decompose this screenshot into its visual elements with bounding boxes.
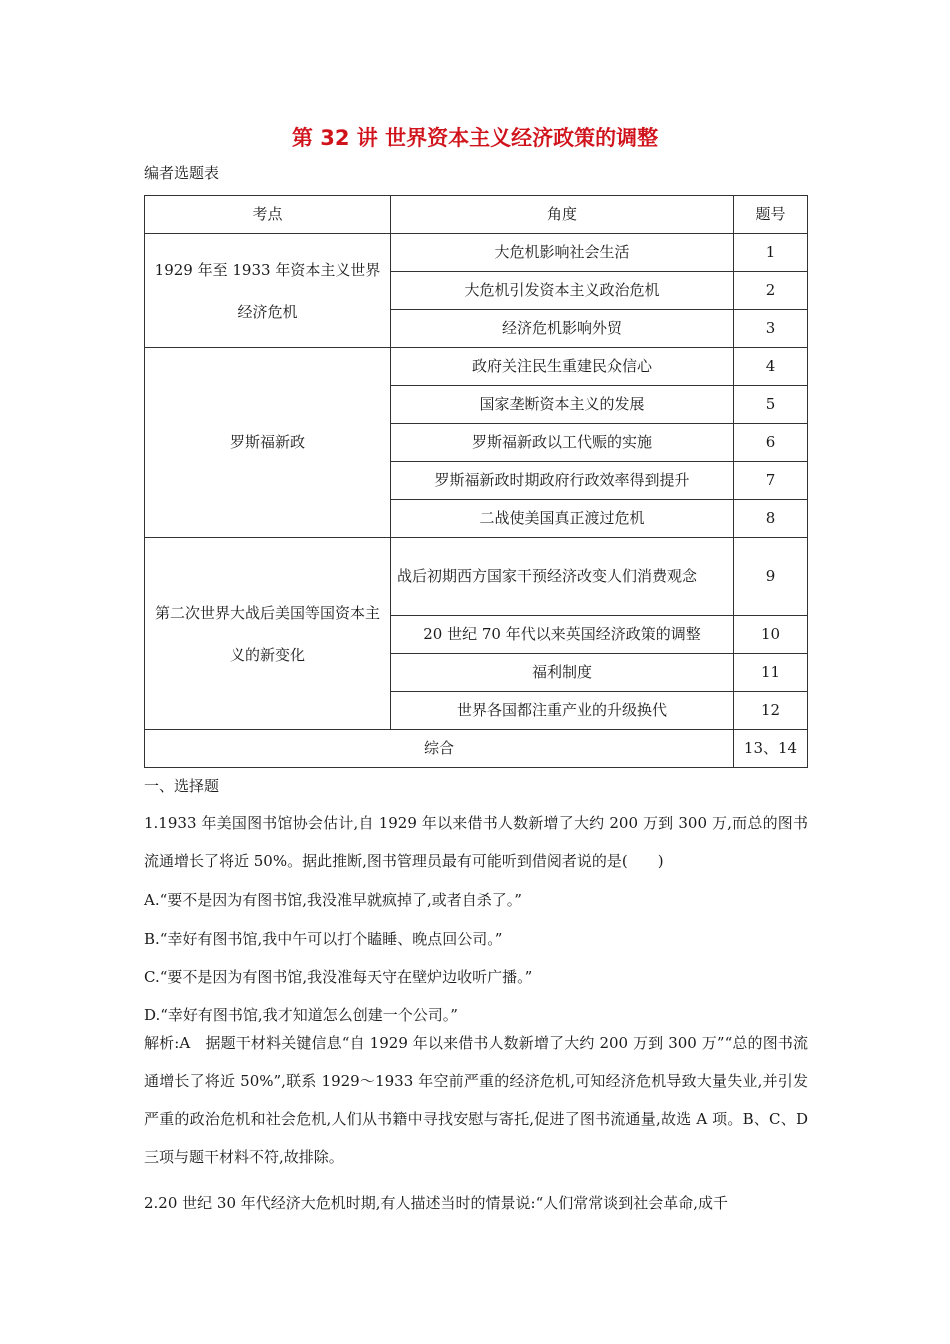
section-heading: 一、选择题 — [144, 777, 220, 795]
number-cell: 8 — [734, 500, 808, 538]
table-row — [145, 234, 808, 272]
header-angle: 角度 — [391, 196, 734, 234]
table-summary-row — [145, 730, 808, 768]
table-header-row — [145, 196, 808, 234]
number-cell: 11 — [734, 654, 808, 692]
number-cell: 3 — [734, 310, 808, 348]
number-cell: 4 — [734, 348, 808, 386]
angle-cell: 经济危机影响外贸 — [391, 310, 734, 348]
angle-cell: 战后初期西方国家干预经济改变人们消费观念 — [391, 538, 734, 616]
table-caption: 编者选题表 — [144, 164, 220, 182]
summary-number: 13、14 — [734, 730, 808, 768]
number-cell: 9 — [734, 538, 808, 616]
topic-cell: 罗斯福新政 — [145, 348, 391, 538]
question-2-stem: 2.20 世纪 30 年代经济大危机时期,有人描述当时的情景说:“人们常常谈到社会革命,成千 — [144, 1194, 729, 1212]
question-1-analysis: 解析:A 据题干材料关键信息“自 1929 年以来借书人数新增了大约 200 万到 300 万”“总的图书流通增长了将近 50%”,联系 1929～1933 年空前严重的经济危机,可知经济危机导致大量失业,并引发严重的政治危机和社会危机,人们从书籍中寻找安慰与寄托,促进了图书流通量,故选 A 项。B、C、D 三项与题干材料不符,故排除。 — [144, 1034, 808, 1166]
angle-cell: 罗斯福新政时期政府行政效率得到提升 — [391, 462, 734, 500]
topic-table — [144, 195, 808, 768]
angle-cell: 罗斯福新政以工代赈的实施 — [391, 424, 734, 462]
question-1-option-a: A.“要不是因为有图书馆,我没准早就疯掉了,或者自杀了。” — [144, 891, 522, 909]
angle-cell: 世界各国都注重产业的升级换代 — [391, 692, 734, 730]
number-cell: 6 — [734, 424, 808, 462]
angle-cell: 国家垄断资本主义的发展 — [391, 386, 734, 424]
number-cell: 12 — [734, 692, 808, 730]
number-cell: 1 — [734, 234, 808, 272]
table-row — [145, 538, 808, 616]
question-1-option-b: B.“幸好有图书馆,我中午可以打个瞌睡、晚点回公司。” — [144, 930, 503, 948]
summary-label: 综合 — [145, 730, 734, 768]
header-number: 题号 — [734, 196, 808, 234]
header-topic: 考点 — [145, 196, 391, 234]
angle-cell: 二战使美国真正渡过危机 — [391, 500, 734, 538]
topic-cell: 1929 年至 1933 年资本主义世界经济危机 — [145, 234, 391, 348]
topic-cell: 第二次世界大战后美国等国资本主义的新变化 — [145, 538, 391, 730]
angle-cell: 政府关注民生重建民众信心 — [391, 348, 734, 386]
angle-cell: 大危机引发资本主义政治危机 — [391, 272, 734, 310]
page-title: 第 32 讲 世界资本主义经济政策的调整 — [291, 126, 659, 150]
question-1-option-c: C.“要不是因为有图书馆,我没准每天守在壁炉边收听广播。” — [144, 968, 533, 986]
table-row — [145, 348, 808, 386]
number-cell: 2 — [734, 272, 808, 310]
angle-cell: 福利制度 — [391, 654, 734, 692]
angle-cell: 大危机影响社会生活 — [391, 234, 734, 272]
number-cell: 7 — [734, 462, 808, 500]
number-cell: 10 — [734, 616, 808, 654]
angle-cell: 20 世纪 70 年代以来英国经济政策的调整 — [391, 616, 734, 654]
question-1-option-d: D.“幸好有图书馆,我才知道怎么创建一个公司。” — [144, 1006, 458, 1024]
question-1-stem: 1.1933 年美国图书馆协会估计,自 1929 年以来借书人数新增了大约 200 万到 300 万,而总的图书流通增长了将近 50%。据此推断,图书管理员最有可能听到借阅者说的是( ) — [144, 814, 808, 870]
number-cell: 5 — [734, 386, 808, 424]
